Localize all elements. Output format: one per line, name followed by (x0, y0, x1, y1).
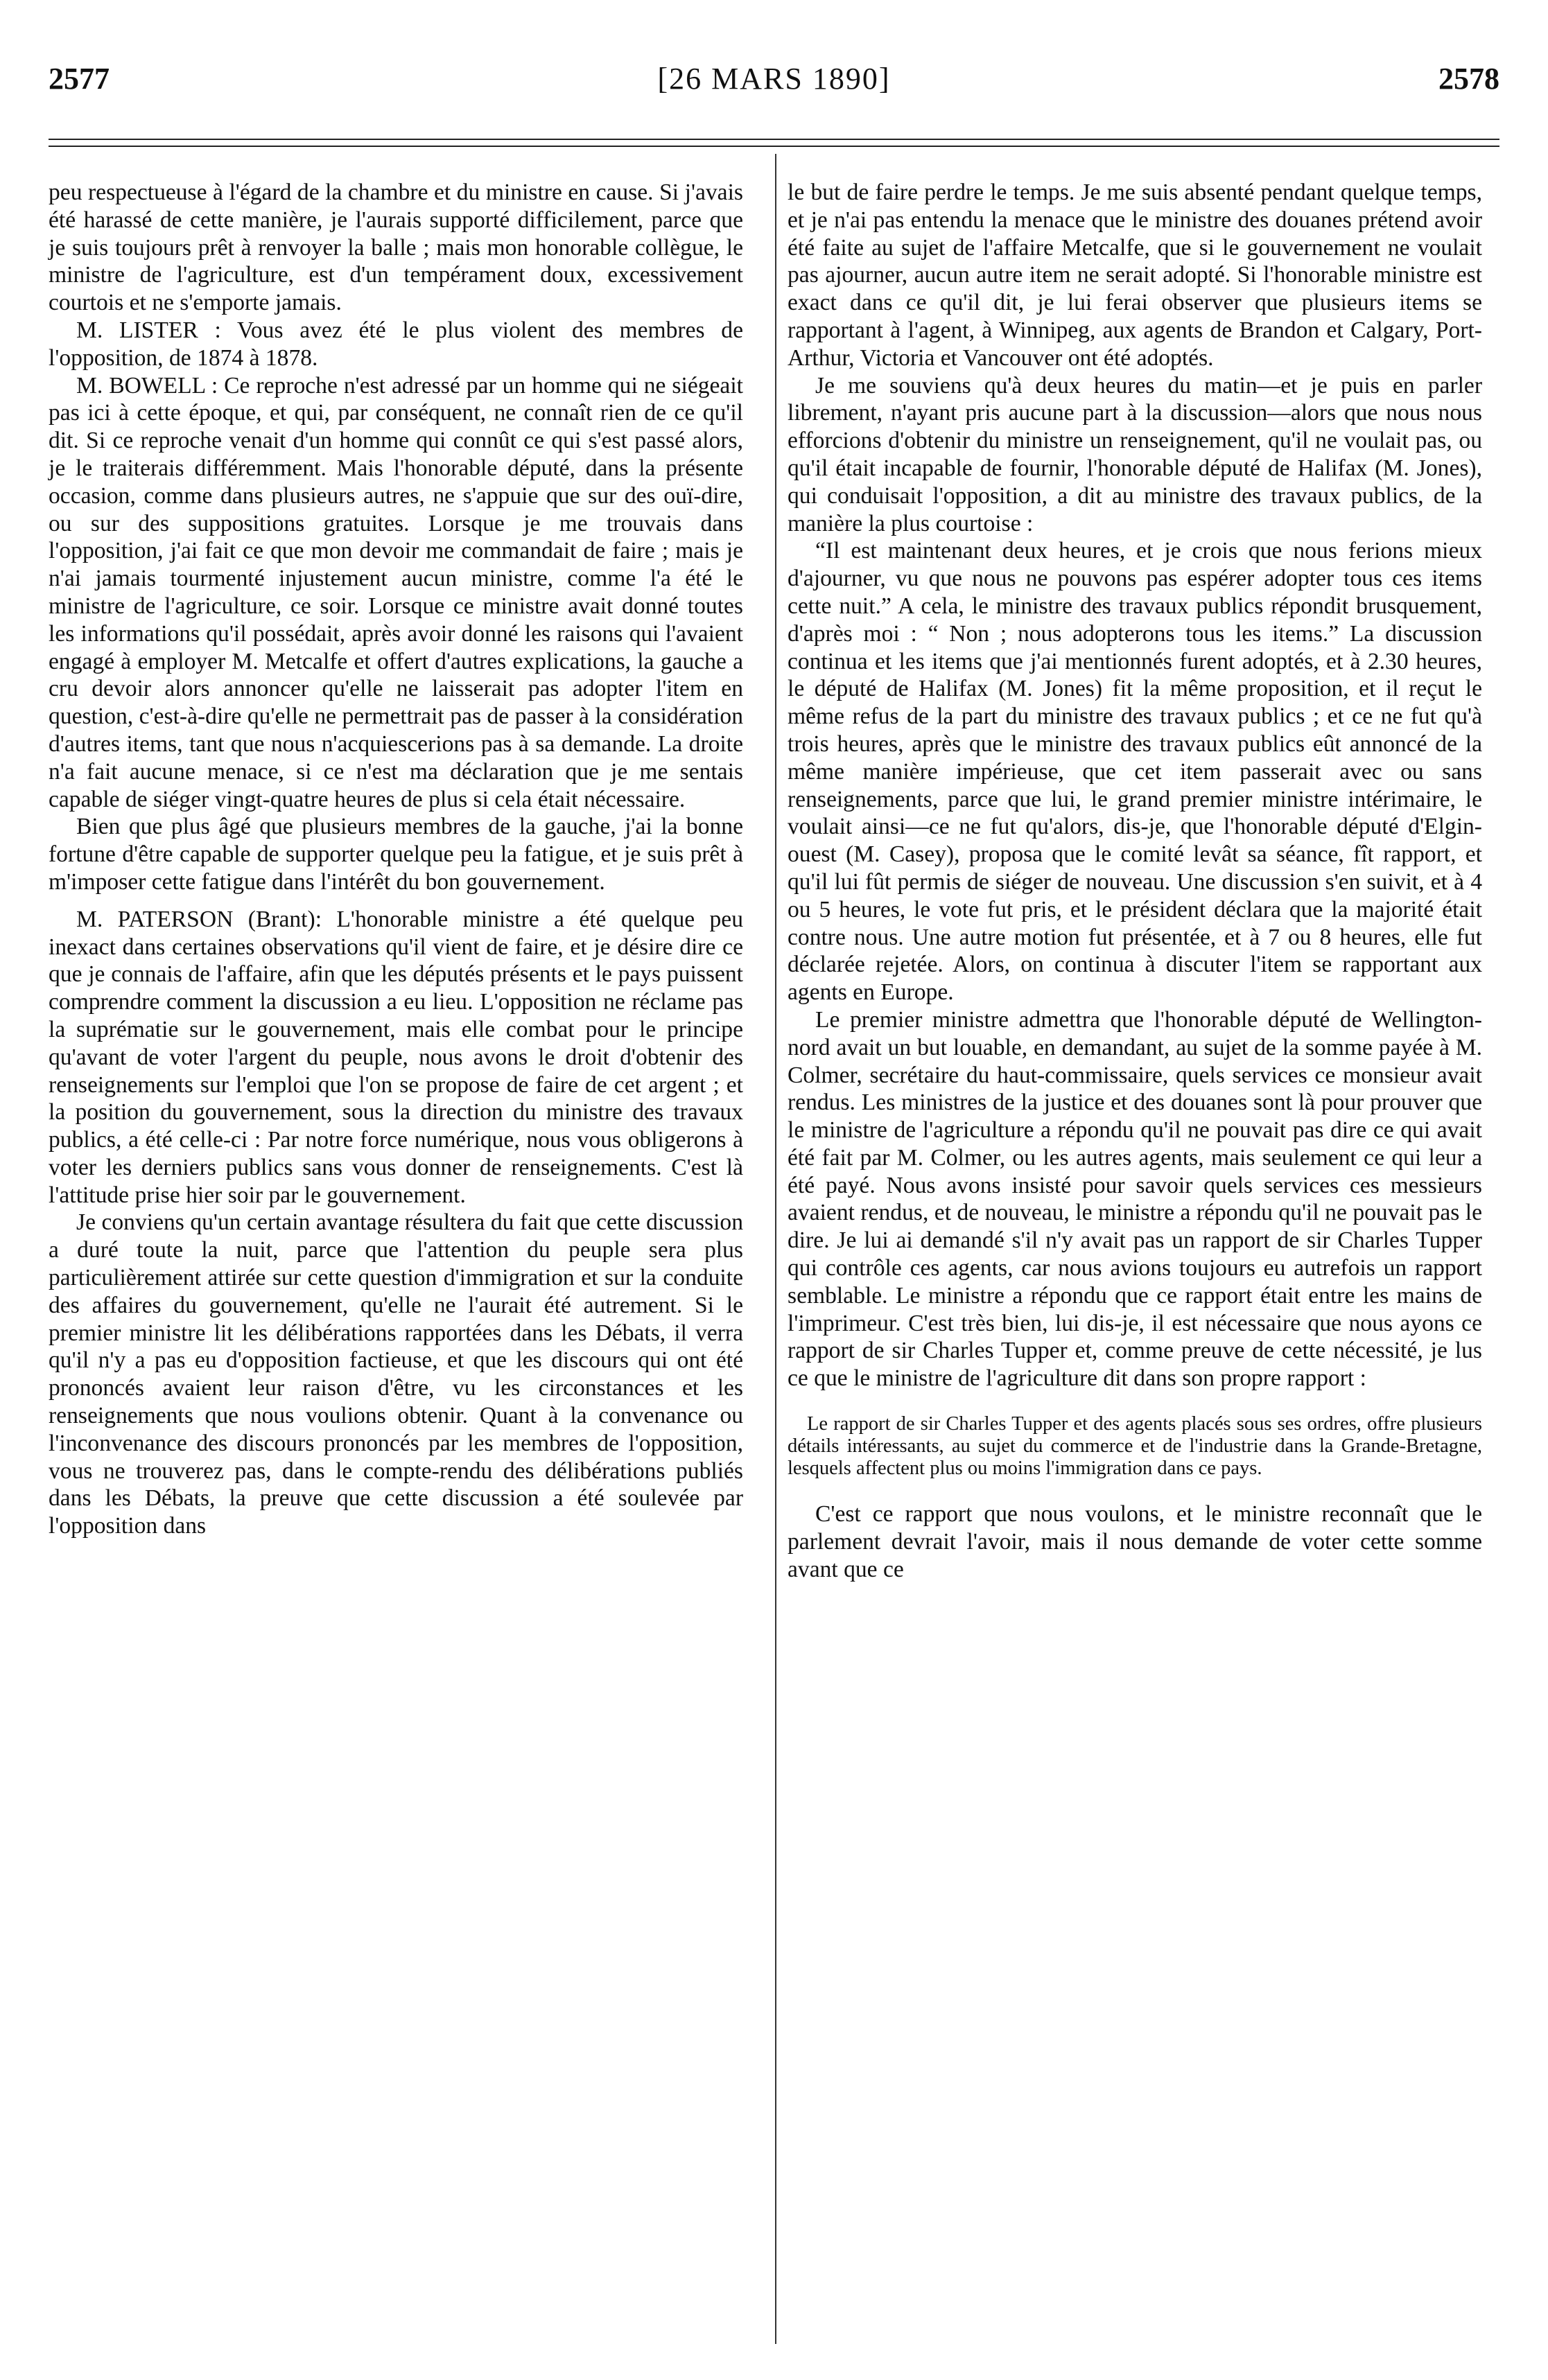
paragraph: Je conviens qu'un certain avantage résultera du fait que cette discussion a duré toute la nuit, parce que l'attention du peuple sera plus particulièrement attirée sur cette question d'immigration et sur la conduite des affaires du gouvernement, qu'elle ne l'aurait été autrement. Si le premier ministre lit les délibérations rapportées dans les Débats, il verra qu'il n'y a pas eu d'opposition factieuse, et que les discours qui ont été prononcés avaient leur raison d'être, vu les circonstances et les renseignements que nous voulions obtenir. Quant à la convenance ou l'inconvenance des discours prononcés par les membres de l'opposition, vous ne trouverez pas, dans le compte-rendu des délibérations publiés dans les Débats, la preuve que cette discussion a été soulevée par l'opposition dans (49, 1209, 743, 1539)
paragraph: peu respectueuse à l'égard de la chambre et du ministre en cause. Si j'avais été harassé de cette manière, je l'aurais supporté difficilement, parce que je suis toujours prêt à renvoyer la balle ; mais mon honorable collègue, le ministre de l'agriculture, est d'un tempérament doux, excessivement courtois et ne s'emporte jamais. (49, 180, 743, 316)
header-rule-bottom (49, 146, 1499, 147)
quoted-excerpt: Le rapport de sir Charles Tupper et des agents placés sous ses ordres, offre plusieurs détails intéressants, au sujet du commerce et de l'industrie dans la Grande-Bretagne, lesquels affectent plus ou moins l'immigration dans ce pays. (788, 1413, 1482, 1480)
page-header (49, 61, 1499, 110)
paragraph: M. BOWELL : Ce reproche n'est adressé par un homme qui ne siégeait pas ici à cette époque, et qui, par conséquent, ne connaît rien de ce qu'il dit. Si ce reproche venait d'un homme qui connût ce qui s'est passé alors, je le traiterais différemment. Mais l'honorable député, dans la présente occasion, comme dans plusieurs autres, ne s'appuie que sur des ouï-dire, ou sur des suppositions gratuites. Lorsque je me trouvais dans l'opposition, j'ai fait ce que mon devoir me commandait de faire ; mais je n'ai jamais tourmenté injustement aucun ministre, comme l'a été le ministre de l'agriculture, ce soir. Lorsque ce ministre avait donné toutes les informations qu'il possédait, après avoir donné les raisons qui l'avaient engagé à employer M. Metcalfe et offert d'autres explications, la gauche a cru devoir alors annoncer qu'elle ne laisserait pas adopter l'item en question, c'est-à-dire qu'elle ne permettrait pas de passer à la considération d'autres items, tant que nous n'acquiescerions pas à sa demande. La droite n'a fait aucune menace, si ce n'est ma déclaration que je me sentais capable de siéger vingt-quatre heures de plus si cela était nécessaire. (49, 372, 743, 812)
paragraph: Je me souviens qu'à deux heures du matin—et je puis en parler librement, n'ayant pris aucune part à la discussion—alors que nous nous efforcions d'obtenir du ministre un renseignement, qu'il ne voulait pas, ou qu'il était incapable de fournir, l'honorable député de Halifax (M. Jones), qui conduisait l'opposition, a dit au ministre des travaux publics, de la manière la plus courtoise : (788, 372, 1482, 536)
paragraph: “Il est maintenant deux heures, et je crois que nous ferions mieux d'ajourner, vu que nous ne pouvons pas espérer adopter tous ces items cette nuit.” A cela, le ministre des travaux publics répondit brusquement, d'après moi : “ Non ; nous adopterons tous les items.” La discussion continua et les items que j'ai mentionnés furent adoptés, et à 2.30 heures, le député de Halifax (M. Jones) fit la même proposition, et il reçut le même refus de la part du ministre des travaux publics ; et ce ne fut qu'à trois heures, après que le ministre des travaux publics eût annoncé de la même manière impérieuse, que cet item passerait avec ou sans renseignements, parce que lui, le grand premier ministre intérimaire, le voulait ainsi—ce ne fut qu'alors, dis-je, que l'honorable député d'Elgin-ouest (M. Casey), proposa que le comité levât sa séance, fît rapport, et qu'il lui fût permis de siéger de nouveau. Une discussion s'en suivit, et à 4 ou 5 heures, le vote fut pris, et le président déclara que la majorité était contre nous. Une autre motion fut présentée, et à 7 ou 8 heures, elle fut déclarée rejetée. Alors, on continua à discuter l'item se rapportant aux agents en Europe. (788, 538, 1482, 1006)
paragraph: C'est ce rapport que nous voulons, et le ministre reconnaît que le parlement devrait l'avoir, mais il nous demande de voter cette somme avant que ce (788, 1501, 1482, 1582)
paragraph: M. LISTER : Vous avez été le plus violent des membres de l'opposition, de 1874 à 1878. (49, 317, 743, 371)
paragraph: Bien que plus âgé que plusieurs membres de la gauche, j'ai la bonne fortune d'être capable de supporter quelque peu la fatigue, et je suis prêt à m'imposer cette fatigue dans l'intérêt du bon gouvernement. (49, 814, 743, 895)
left-column (49, 179, 743, 1540)
paragraph: M. PATERSON (Brant): L'honorable ministre a été quelque peu inexact dans certaines observations qu'il vient de faire, et je désire dire ce que je connais de l'affaire, afin que les députés présents et le pays puissent comprendre comment la discussion a eu lieu. L'opposition ne réclame pas la suprématie sur le gouvernement, mais elle combat pour le principe qu'avant de voter l'argent du peuple, nous avons le droit d'obtenir des renseignements sur l'emploi que l'on se propose de faire de cet argent ; et la position du gouvernement, sous la direction du ministre des travaux publics, a été celle-ci : Par notre force numérique, nous vous obligerons à voter les derniers publics sans vous donner de renseignements. C'est là l'attitude prise hier soir par le gouvernement. (49, 906, 743, 1208)
page-date: [26 MARS 1890] (657, 62, 891, 96)
right-column (788, 179, 1482, 1583)
paragraph: le but de faire perdre le temps. Je me suis absenté pendant quelque temps, et je n'ai pas entendu la menace que le ministre des douanes prétend avoir été faite au sujet de l'affaire Metcalfe, que si le gouvernement ne voulait pas ajourner, aucun autre item ne serait adopté. Si l'honorable ministre est exact dans ce qu'il dit, je lui ferai observer que plusieurs items se rapportant à l'agent, à Winnipeg, aux agents de Brandon et Calgary, Port-Arthur, Victoria et Vancouver ont été adoptés. (788, 180, 1482, 371)
header-rule-top (49, 139, 1499, 140)
page-number-right: 2578 (1438, 62, 1499, 96)
paragraph: Le premier ministre admettra que l'honorable député de Wellington-nord avait un but louable, en demandant, au sujet de la somme payée à M. Colmer, secrétaire du haut-commissaire, quels services ce monsieur avait rendus. Les ministres de la justice et des douanes sont là pour prouver que le ministre de l'agriculture a répondu qu'il ne pouvait pas dire ce qui avait été fait par M. Colmer, ou les autres agents, mais seulement ce qui leur a été payé. Nous avons insisté pour savoir quels services ces messieurs avaient rendus, et de nouveau, le ministre a répondu qu'il ne pouvait pas le dire. Je lui ai demandé s'il n'y avait pas un rapport de sir Charles Tupper qui contrôle ces agents, car nous avions toujours eu autrefois un rapport semblable. Le ministre a répondu que ce rapport était entre les mains de l'imprimeur. C'est très bien, lui dis-je, il est nécessaire que nous ayons ce rapport de sir Charles Tupper et, comme preuve de cette nécessité, je lus ce que le ministre de l'agriculture dit dans son propre rapport : (788, 1006, 1482, 1392)
column-divider (775, 154, 776, 2344)
page-number-left: 2577 (49, 62, 110, 96)
